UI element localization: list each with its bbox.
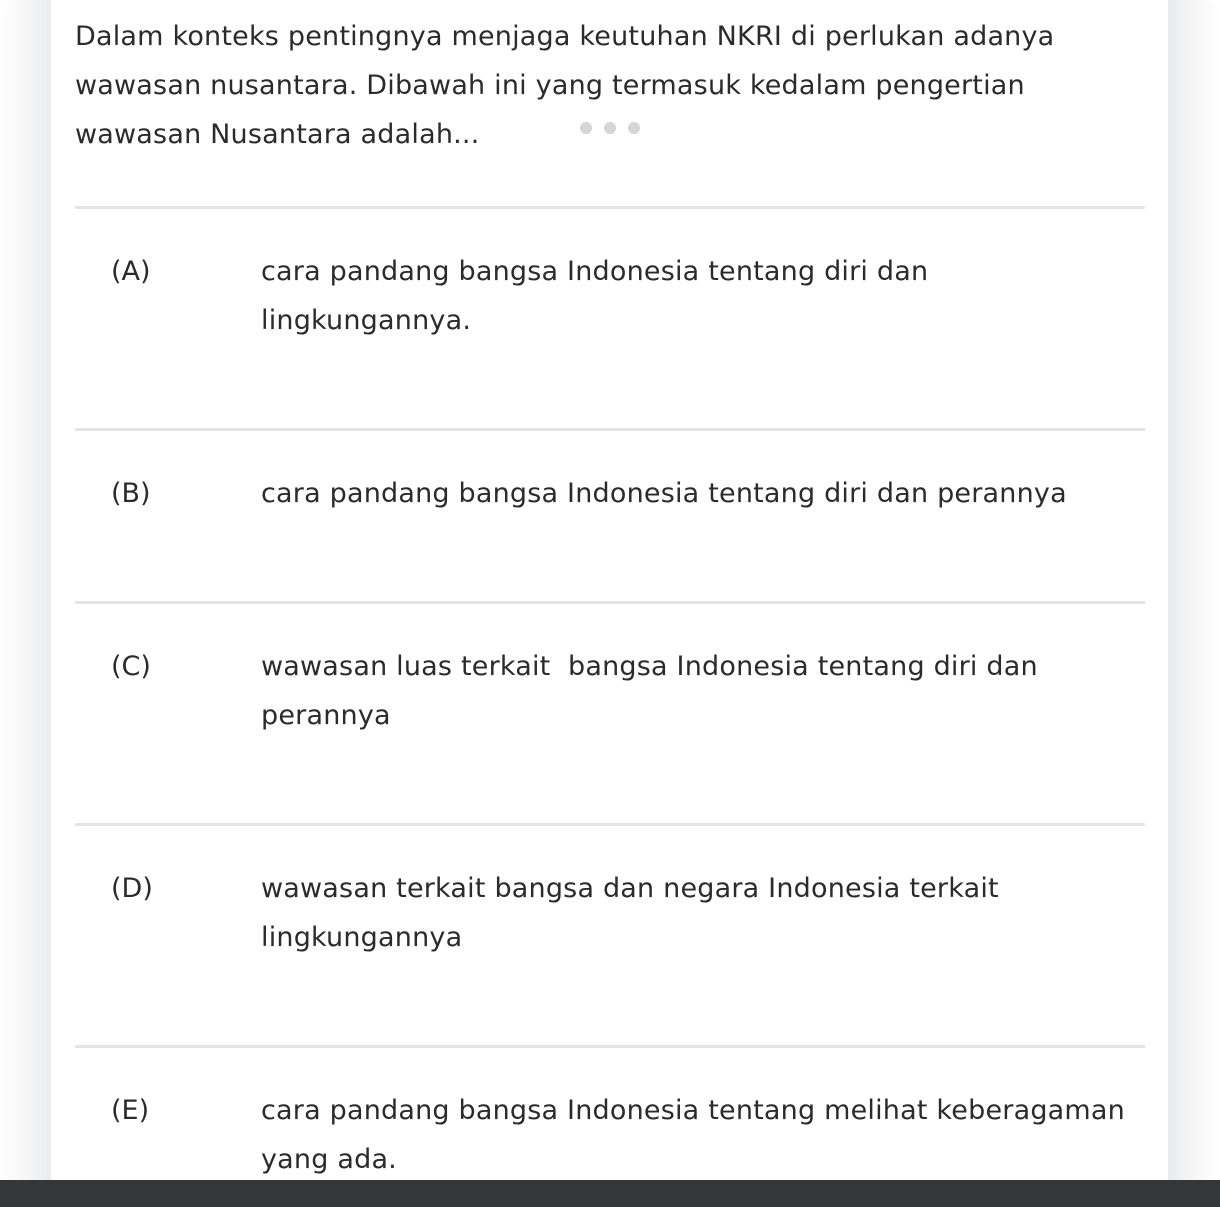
option-letter: (C) [111, 651, 151, 682]
more-options-icon[interactable] [580, 122, 640, 134]
option-text: cara pandang bangsa Indonesia tentang diri dan lingkungannya. [261, 256, 938, 336]
left-gutter [0, 0, 51, 1180]
answer-option-a[interactable] [75, 247, 1145, 397]
divider [75, 428, 1145, 431]
right-gutter [1168, 0, 1220, 1180]
divider [75, 823, 1145, 826]
question-text: Dalam konteks pentingnya menjaga keutuhan NKRI di perlukan adanya wawasan nusantara. Dibawah ini yang termasuk kedalam pengertian wawasan Nusantara adalah... [75, 21, 1055, 150]
dot [604, 122, 616, 134]
option-letter: (D) [111, 873, 153, 904]
option-text: wawasan luas terkait bangsa Indonesia tentang diri dan perannya [261, 651, 1047, 731]
divider [75, 601, 1145, 604]
dot [628, 122, 640, 134]
option-text: cara pandang bangsa Indonesia tentang melihat keberagaman yang ada. [261, 1095, 1134, 1175]
divider [75, 206, 1145, 209]
option-text: wawasan terkait bangsa dan negara Indonesia terkait lingkungannya [261, 873, 1008, 953]
option-text: cara pandang bangsa Indonesia tentang diri dan perannya [261, 478, 1067, 509]
option-letter: (E) [111, 1095, 150, 1126]
dot [580, 122, 592, 134]
answer-option-d[interactable] [75, 864, 1145, 1014]
question-card [51, 0, 1168, 1180]
option-letter: (B) [111, 478, 151, 509]
option-letter: (A) [111, 256, 151, 287]
bottom-bar [0, 1180, 1220, 1207]
answer-option-c[interactable] [75, 642, 1145, 792]
divider [75, 1045, 1145, 1048]
answer-option-e[interactable] [75, 1086, 1145, 1180]
answer-option-b[interactable] [75, 469, 1145, 579]
